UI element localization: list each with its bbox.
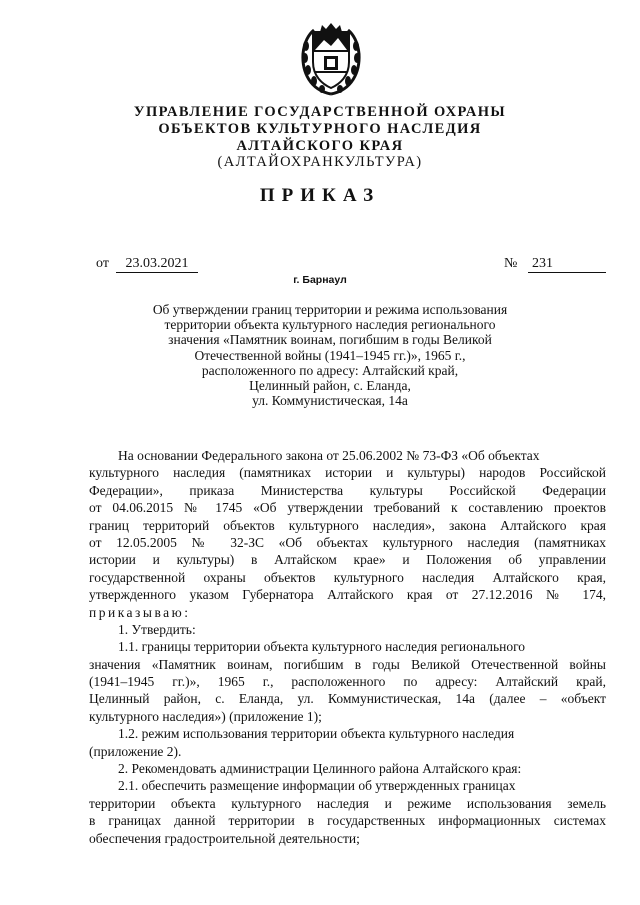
body-line: государственной охраны объектов культурного наследия Алтайского края, xyxy=(89,569,606,585)
body-line: 2.1. обеспечить размещение информации об утвержденных границах xyxy=(118,778,516,794)
document-body xyxy=(89,447,606,847)
body-line: Целинный район, с. Еланда, ул. Коммунистическая, 14а (далее – «объект xyxy=(89,691,606,707)
body-line: (1941–1945 гг.)», 1965 г., расположенного по адресу: Алтайский край, xyxy=(89,674,606,690)
subject-line: Целинный район, с. Еланда, xyxy=(249,378,411,394)
body-line: культурного наследия») (приложение 1); xyxy=(89,708,322,724)
body-line: в границах данной территории в государственных информационных системах xyxy=(89,813,606,829)
document-subject xyxy=(140,302,520,408)
body-line: культурного наследия (памятниках истории и культуры) народов Российской xyxy=(89,465,606,481)
subject-line: значения «Памятник воинам, погибшим в годы Великой xyxy=(168,332,492,348)
org-short-name: (АЛТАЙОХРАНКУЛЬТУРА) xyxy=(217,154,423,170)
body-line: значения «Памятник воинам, погибшим в годы Великой Отечественной войны xyxy=(89,656,606,672)
body-line: границ территорий объектов культурного наследия», закона Алтайского края xyxy=(89,517,606,533)
altai-krai-coat-of-arms-emblem xyxy=(300,22,362,98)
body-line: от 12.05.2005 № 32-ЗС «Об объектах культурного наследия (памятниках xyxy=(89,534,606,550)
subject-line: территории объекта культурного наследия регионального xyxy=(164,317,496,333)
body-line: обеспечения градостроительной деятельности; xyxy=(89,830,360,846)
document-number: 231 xyxy=(528,256,606,273)
city: г. Барнаул xyxy=(293,274,347,286)
document-title: ПРИКАЗ xyxy=(259,185,381,206)
body-line: 1. Утвердить: xyxy=(118,621,196,637)
body-line: приказываю: xyxy=(89,604,191,620)
number-prefix: № xyxy=(504,256,518,271)
body-line: (приложение 2). xyxy=(89,743,182,759)
body-line: утвержденного указом Губернатора Алтайского края от 27.12.2016 № 174, xyxy=(89,587,606,603)
body-line: На основании Федерального закона от 25.06.2002 № 73-ФЗ «Об объектах xyxy=(118,448,540,463)
date-prefix: от xyxy=(96,256,109,271)
body-line: 1.1. границы территории объекта культурного наследия регионального xyxy=(118,639,526,655)
body-line: территории объекта культурного наследия и режиме использования земель xyxy=(89,795,606,811)
subject-line: ул. Коммунистическая, 14а xyxy=(252,393,408,409)
subject-line: расположенного по адресу: Алтайский край, xyxy=(201,362,459,378)
subject-line: Отечественной войны (1941–1945 гг.)», 1965 г., xyxy=(194,347,466,363)
body-line: 1.2. режим использования территории объекта культурного наследия xyxy=(118,726,515,742)
body-line: истории и культуры) в Алтайском крае» и Положения об управлении xyxy=(89,552,606,568)
org-name-line-3: АЛТАЙСКОГО КРАЯ xyxy=(236,138,404,154)
org-name-line-2: ОБЪЕКТОВ КУЛЬТУРНОГО НАСЛЕДИЯ xyxy=(158,121,482,137)
subject-line: Об утверждении границ территории и режима использования xyxy=(152,302,508,317)
body-line: Федерации», приказа Министерства культуры Российской Федерации xyxy=(89,482,606,498)
body-line: 2. Рекомендовать администрации Целинного района Алтайского края: xyxy=(118,761,522,777)
org-name-line-1: УПРАВЛЕНИЕ ГОСУДАРСТВЕННОЙ ОХРАНЫ xyxy=(133,104,507,120)
body-line: от 04.06.2015 № 1745 «Об утверждении требований к составлению проектов xyxy=(89,500,606,516)
document-date: 23.03.2021 xyxy=(116,256,198,273)
